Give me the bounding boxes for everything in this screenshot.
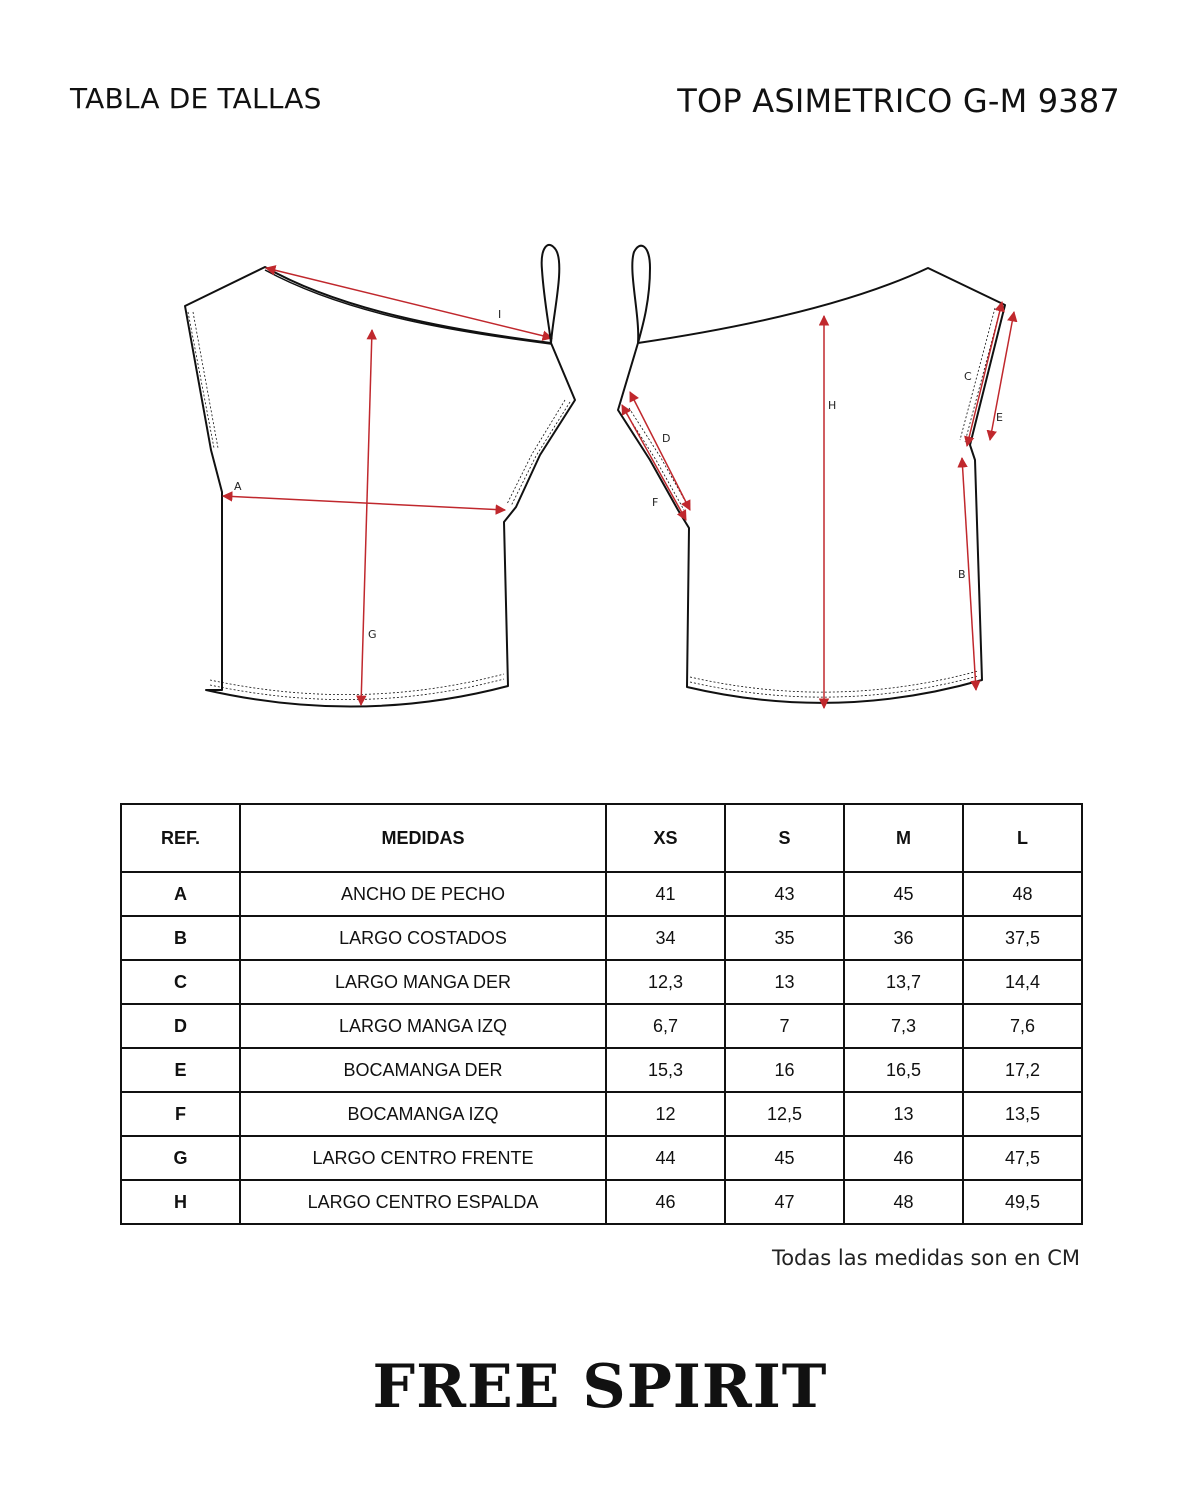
label-h: H (828, 399, 837, 412)
arrow-d (630, 392, 690, 510)
table-row (121, 1180, 1082, 1224)
row-l: 14,4 (963, 960, 1082, 1004)
label-b: B (958, 568, 966, 581)
row-ref: G (121, 1136, 240, 1180)
row-xs: 12,3 (606, 960, 725, 1004)
row-ref: H (121, 1180, 240, 1224)
label-g: G (368, 628, 377, 641)
row-m: 16,5 (844, 1048, 963, 1092)
row-m: 48 (844, 1180, 963, 1224)
row-m: 45 (844, 872, 963, 916)
row-s: 35 (725, 916, 844, 960)
row-measure: LARGO CENTRO ESPALDA (240, 1180, 606, 1224)
table-row (121, 960, 1082, 1004)
header-medidas: MEDIDAS (240, 804, 606, 872)
row-xs: 41 (606, 872, 725, 916)
back-arrows (622, 302, 1014, 708)
row-l: 48 (963, 872, 1082, 916)
label-d: D (662, 432, 671, 445)
front-arrows (223, 268, 552, 705)
header-ref: REF. (121, 804, 240, 872)
size-chart-table (120, 803, 1083, 1225)
arrow-c (967, 302, 1002, 446)
product-title: TOP ASIMETRICO G-M 9387 (677, 82, 1120, 120)
table-row (121, 916, 1082, 960)
row-ref: F (121, 1092, 240, 1136)
row-l: 37,5 (963, 916, 1082, 960)
label-i: I (498, 308, 502, 321)
row-ref: D (121, 1004, 240, 1048)
row-m: 7,3 (844, 1004, 963, 1048)
row-m: 13 (844, 1092, 963, 1136)
row-xs: 6,7 (606, 1004, 725, 1048)
header-s: S (725, 804, 844, 872)
brand-logo: FREE SPIRIT (372, 1352, 828, 1422)
label-f: F (652, 496, 659, 509)
row-s: 7 (725, 1004, 844, 1048)
row-m: 36 (844, 916, 963, 960)
row-xs: 44 (606, 1136, 725, 1180)
arrow-g (361, 330, 372, 705)
row-xs: 15,3 (606, 1048, 725, 1092)
row-measure: LARGO MANGA IZQ (240, 1004, 606, 1048)
row-s: 16 (725, 1048, 844, 1092)
table-header-row (121, 804, 1082, 872)
front-strap (542, 245, 560, 343)
arrow-i (266, 268, 552, 338)
row-l: 7,6 (963, 1004, 1082, 1048)
row-ref: B (121, 916, 240, 960)
row-s: 47 (725, 1180, 844, 1224)
table-row (121, 1092, 1082, 1136)
label-e: E (996, 411, 1003, 424)
units-note: Todas las medidas son en CM (771, 1246, 1080, 1270)
row-s: 45 (725, 1136, 844, 1180)
row-ref: A (121, 872, 240, 916)
row-measure: LARGO MANGA DER (240, 960, 606, 1004)
header-m: M (844, 804, 963, 872)
header-xs: XS (606, 804, 725, 872)
row-measure: BOCAMANGA DER (240, 1048, 606, 1092)
row-l: 47,5 (963, 1136, 1082, 1180)
label-c: C (964, 370, 972, 383)
row-xs: 12 (606, 1092, 725, 1136)
row-xs: 46 (606, 1180, 725, 1224)
row-m: 46 (844, 1136, 963, 1180)
row-measure: BOCAMANGA IZQ (240, 1092, 606, 1136)
row-l: 13,5 (963, 1092, 1082, 1136)
arrow-a (223, 496, 505, 510)
label-a: A (234, 480, 242, 493)
front-outline (185, 267, 575, 707)
table-row (121, 1004, 1082, 1048)
table-row (121, 1048, 1082, 1092)
row-m: 13,7 (844, 960, 963, 1004)
back-view (618, 268, 1005, 703)
row-measure: LARGO CENTRO FRENTE (240, 1136, 606, 1180)
row-ref: E (121, 1048, 240, 1092)
row-xs: 34 (606, 916, 725, 960)
back-outline (618, 268, 1005, 703)
page-title-left: TABLA DE TALLAS (70, 82, 322, 115)
row-measure: ANCHO DE PECHO (240, 872, 606, 916)
row-measure: LARGO COSTADOS (240, 916, 606, 960)
row-l: 49,5 (963, 1180, 1082, 1224)
table-row (121, 1136, 1082, 1180)
row-s: 12,5 (725, 1092, 844, 1136)
row-l: 17,2 (963, 1048, 1082, 1092)
row-s: 13 (725, 960, 844, 1004)
header-l: L (963, 804, 1082, 872)
back-labels (652, 370, 1003, 581)
row-s: 43 (725, 872, 844, 916)
back-strap (632, 246, 650, 343)
front-view (185, 267, 575, 707)
table-row (121, 872, 1082, 916)
row-ref: C (121, 960, 240, 1004)
